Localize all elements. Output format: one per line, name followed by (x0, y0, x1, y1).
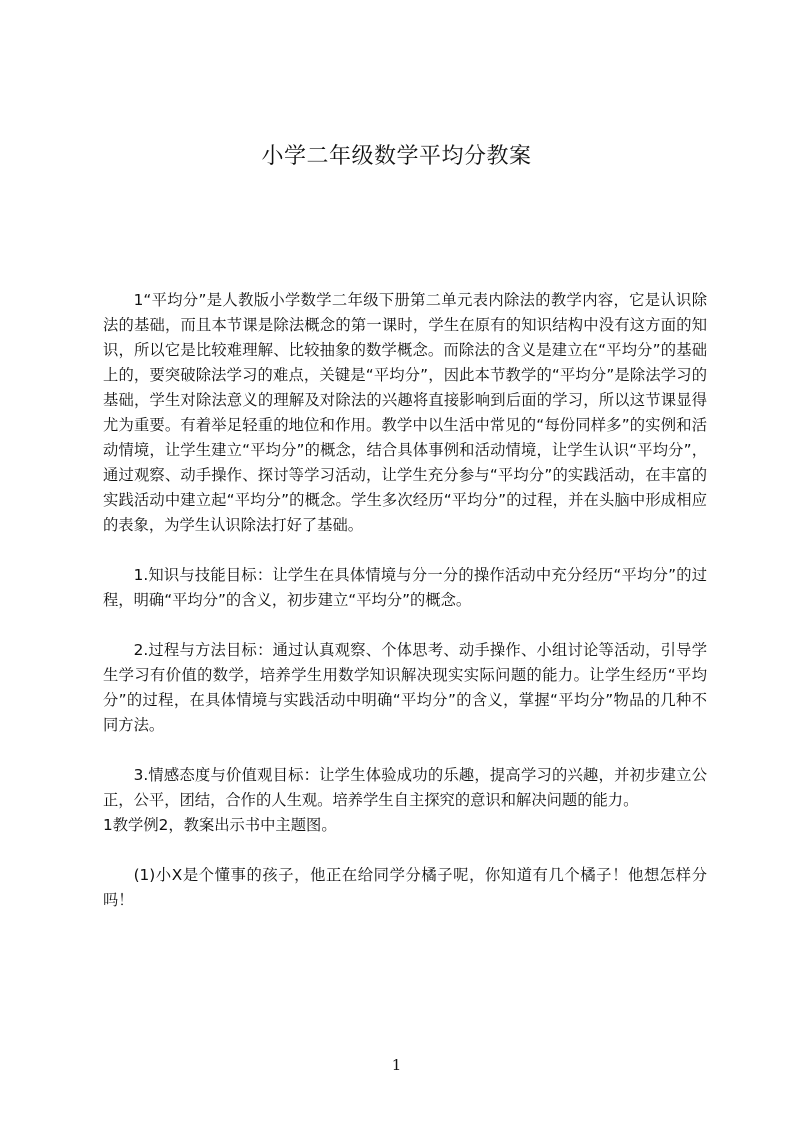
paragraph-introduction: 1“平均分”是人教版小学数学二年级下册第二单元表内除法的教学内容，它是认识除法的基础，而且本节课是除法概念的第一课时，学生在原有的知识结构中没有这方面的知识，所以它是比较难理解、比较抽象的数学概念。而除法的含义是建立在“平均分”的基础上的，要突破除法学习的难点，关键是“平均分”，因此本节教学的“平均分”是除法学习的基础，学生对除法意义的理解及对除法的兴趣将直接影响到后面的学习，所以这节课显得尤为重要。有着举足轻重的地位和作用。教学中以生活中常见的“每份同样多”的实例和活动情境，让学生建立“平均分”的概念，结合具体事例和活动情境，让学生认识“平均分”，通过观察、动手操作、探讨等学习活动，让学生充分参与“平均分”的实践活动，在丰富的实践活动中建立起“平均分”的概念。学生多次经历“平均分”的过程，并在头脑中形成相应的表象，为学生认识除法打好了基础。 (103, 291, 707, 534)
paragraph-emotion-goal: 3.情感态度与价值观目标：让学生体验成功的乐趣，提高学习的兴趣，并初步建立公正，公平，团结，合作的人生观。培养学生自主探究的意识和解决问题的能力。 (103, 766, 707, 809)
paragraph-process-goal: 2.过程与方法目标：通过认真观察、个体思考、动手操作、小组讨论等活动，引导学生学习有价值的数学，培养学生用数学知识解决现实实际问题的能力。让学生经历“平均分”的过程，在具体情境与实践活动中明确“平均分”的含义，掌握“平均分”物品的几种不同方法。 (103, 641, 707, 734)
document-title: 小学二年级数学平均分教案 (261, 144, 532, 169)
paragraph-teaching-example: 1教学例2，教案出示书中主题图。 (103, 816, 337, 834)
paragraph-question-oranges: (1)小X是个懂事的孩子，他正在给同学分橘子呢，你知道有几个橘子！他想怎样分吗！ (103, 866, 707, 909)
document-body (103, 288, 707, 938)
page-number: 1 (391, 1056, 402, 1074)
paragraph-knowledge-goal: 1.知识与技能目标：让学生在具体情境与分一分的操作活动中充分经历“平均分”的过程，明确“平均分”的含义，初步建立“平均分”的概念。 (103, 566, 707, 609)
